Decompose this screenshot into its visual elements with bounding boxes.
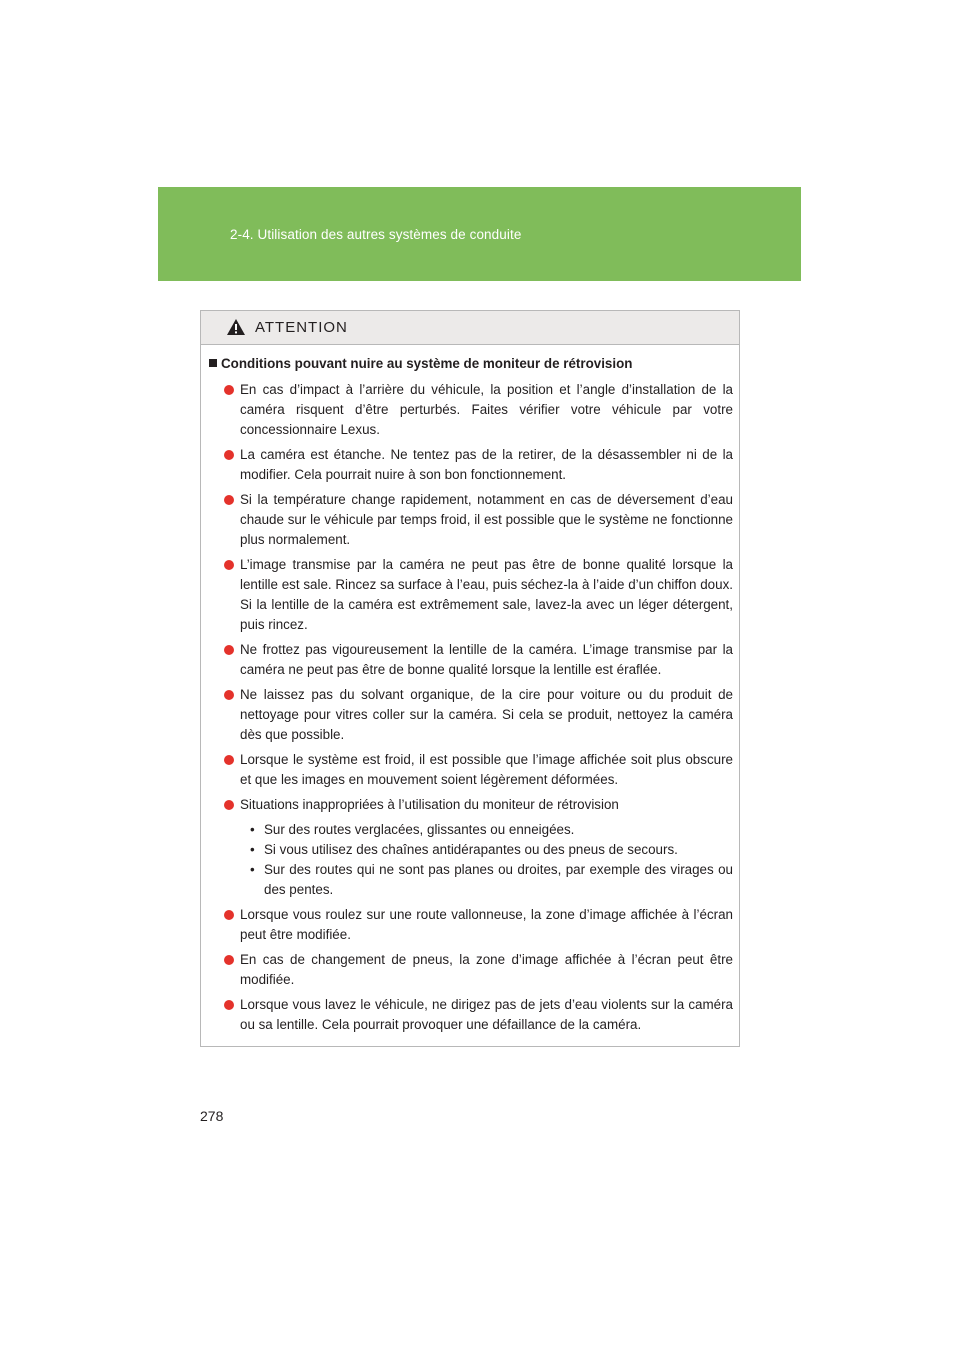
sub-item-text: Sur des routes qui ne sont pas planes ou droites, par exemple des virages ou des pentes. <box>264 862 733 897</box>
bullet-dot-icon <box>224 910 234 920</box>
warning-box <box>200 310 740 1047</box>
bullet-text: L’image transmise par la caméra ne peut pas être de bonne qualité lorsque la lentille est sale. Rincez sa surface à l’eau, puis séchez-la à l’aide d’un chiffon doux. Si la lentille de la caméra est extrêmement sale, lavez-la avec un léger détergent, puis rincez. <box>240 557 733 632</box>
page-number: 278 <box>200 1108 224 1124</box>
bullet-dot-icon <box>224 690 234 700</box>
bullet-dot-icon <box>224 560 234 570</box>
bullet-text: Ne laissez pas du solvant organique, de la cire pour voiture ou du produit de nettoyage pour vitres coller sur la caméra. Si cela se produit, nettoyez la caméra dès que possible. <box>240 687 733 742</box>
bullet-dot-icon <box>224 495 234 505</box>
sub-item-text: Sur des routes verglacées, glissantes ou enneigées. <box>264 822 575 837</box>
bullet-text: Lorsque vous lavez le véhicule, ne dirigez pas de jets d’eau violents sur la caméra ou sa lentille. Cela pourrait provoquer une défaillance de la caméra. <box>240 997 733 1032</box>
bullet-text: Si la température change rapidement, notamment en cas de déversement d’eau chaude sur le véhicule par temps froid, il est possible que le système ne fonctionne plus normalement. <box>240 492 733 547</box>
conditions-heading-text: Conditions pouvant nuire au système de moniteur de rétrovision <box>221 356 633 371</box>
bullet-dot-icon <box>224 1000 234 1010</box>
bullet-dot-icon <box>224 755 234 765</box>
bullet-text: Ne frottez pas vigoureusement la lentille de la caméra. L’image transmise par la caméra ne peut pas être de bonne qualité lorsque la lentille est éraflée. <box>240 642 733 677</box>
bullet-item <box>209 950 733 990</box>
bullet-text: En cas de changement de pneus, la zone d’image affichée à l’écran peut être modifiée. <box>240 952 733 987</box>
bullet-text: La caméra est étanche. Ne tentez pas de la retirer, de la désassembler ni de la modifier. Cela pourrait nuire à son bon fonctionnement. <box>240 447 733 482</box>
sub-list-item <box>240 860 733 900</box>
bullet-text: Lorsque vous roulez sur une route vallonneuse, la zone d’image affichée à l’écran peut être modifiée. <box>240 907 733 942</box>
conditions-heading <box>209 355 733 373</box>
warning-label: ATTENTION <box>255 319 348 336</box>
warning-header <box>201 311 739 345</box>
bullet-dot-icon <box>224 385 234 395</box>
middot-bullet: • <box>250 862 255 877</box>
situations-list <box>240 820 733 900</box>
bullet-item <box>209 905 733 945</box>
section-header-band <box>158 187 801 281</box>
bullet-text: En cas d’impact à l’arrière du véhicule, la position et l’angle d’installation de la caméra risquent d’être perturbés. Faites vérifier votre véhicule par votre concessionnaire Lexus. <box>240 382 733 437</box>
sub-list-item <box>240 840 733 860</box>
bullet-item <box>209 445 733 485</box>
square-bullet-icon <box>209 359 217 367</box>
bullet-item <box>209 685 733 745</box>
sub-item-text: Si vous utilisez des chaînes antidérapantes ou des pneus de secours. <box>264 842 678 857</box>
middot-bullet: • <box>250 842 255 857</box>
bullet-item <box>209 750 733 790</box>
section-title: 2-4. Utilisation des autres systèmes de conduite <box>230 227 522 242</box>
sub-list-item <box>240 820 733 840</box>
bullet-dot-icon <box>224 450 234 460</box>
bullet-dot-icon <box>224 800 234 810</box>
bullet-item <box>209 795 733 900</box>
bullet-item <box>209 555 733 635</box>
bullet-text: Lorsque le système est froid, il est possible que l’image affichée soit plus obscure et que les images en mouvement soient légèrement déformées. <box>240 752 733 787</box>
bullet-item <box>209 640 733 680</box>
bullet-item <box>209 380 733 440</box>
bullet-dot-icon <box>224 645 234 655</box>
bullet-item <box>209 490 733 550</box>
bullet-text: Situations inappropriées à l’utilisation du moniteur de rétrovision <box>240 797 619 812</box>
middot-bullet: • <box>250 822 255 837</box>
bullet-item <box>209 995 733 1035</box>
warning-body <box>201 345 739 1035</box>
warning-triangle-icon <box>226 318 246 336</box>
bullet-dot-icon <box>224 955 234 965</box>
